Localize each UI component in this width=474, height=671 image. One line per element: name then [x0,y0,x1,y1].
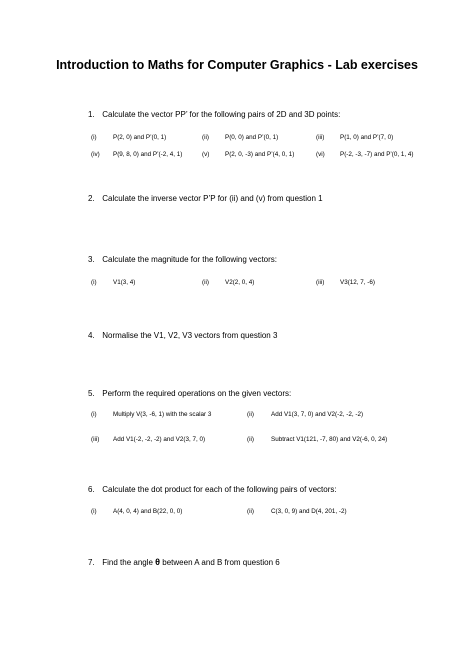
question-3 [88,255,277,264]
item-text: Add V1(-2, -2, -2) and V2(3, 7, 0) [113,436,206,443]
question-1 [88,110,340,119]
question-number: 5. [88,389,95,398]
item-label: (i) [91,134,97,141]
item-label: (i) [91,411,97,418]
item-label: (ii) [247,508,254,515]
item-text: P(1, 0) and P’(7, 0) [340,134,394,141]
question-number: 7. [88,558,95,567]
item-text: V1(3, 4) [113,279,136,286]
item-label: (i) [91,508,97,515]
item-label: (iii) [316,279,325,286]
question-text: Normalise the V1, V2, V3 vectors from question 3 [102,331,278,340]
question-number: 2. [88,194,95,203]
item-text: V2(2, 0, 4) [225,279,255,286]
item-label: (vi) [316,151,325,158]
question-text-after: between A and B from question 6 [162,558,280,567]
item-text: P(2, 0, -3) and P’(4, 0, 1) [225,151,295,158]
item-text: P(-2, -3, -7) and P’(0, 1, 4) [340,151,414,158]
item-label: (ii) [247,436,254,443]
question-number: 1. [88,110,95,119]
question-text: Perform the required operations on the given vectors: [102,389,292,398]
item-label: (ii) [202,279,209,286]
question-text: Calculate the magnitude for the following vectors: [102,255,277,264]
item-text: C(3, 0, 9) and D(4, 201, -2) [271,508,347,515]
question-text: Calculate the vector PP’ for the following pairs of 2D and 3D points: [102,110,341,119]
theta-symbol: θ [155,557,161,567]
item-text: Multiply V(3, -6, 1) with the scalar 3 [113,411,212,418]
item-label: (i) [91,279,97,286]
item-label: (iv) [91,151,100,158]
item-label: (iii) [316,134,325,141]
question-4 [88,331,277,340]
question-6 [88,485,337,494]
item-text: Add V1(3, 7, 0) and V2(-2, -2, -2) [271,411,364,418]
question-number: 3. [88,255,95,264]
item-label: (v) [202,151,210,158]
item-text: A(4, 0, 4) and B(22, 0, 0) [113,508,183,515]
question-5 [88,389,291,398]
question-text-before: Find the angle [102,558,153,567]
item-label: (iii) [91,436,100,443]
item-text: P(9, 8, 0) and P’(-2, 4, 1) [113,151,183,158]
question-7 [88,557,280,567]
page-title: Introduction to Maths for Computer Graphics - Lab exercises [56,58,418,72]
item-text: Subtract V1(121, -7, 80) and V2(-6, 0, 24) [271,436,388,443]
item-text: P(2, 0) and P’(0, 1) [113,134,167,141]
item-text: V3(12, 7, -6) [340,279,375,286]
question-number: 6. [88,485,95,494]
question-number: 4. [88,331,95,340]
question-2 [88,194,323,203]
item-label: (ii) [202,134,209,141]
question-text: Calculate the dot product for each of the following pairs of vectors: [102,485,337,494]
item-text: P(0, 0) and P’(0, 1) [225,134,279,141]
question-text: Calculate the inverse vector P’P for (ii) and (v) from question 1 [102,194,323,203]
item-label: (ii) [247,411,254,418]
